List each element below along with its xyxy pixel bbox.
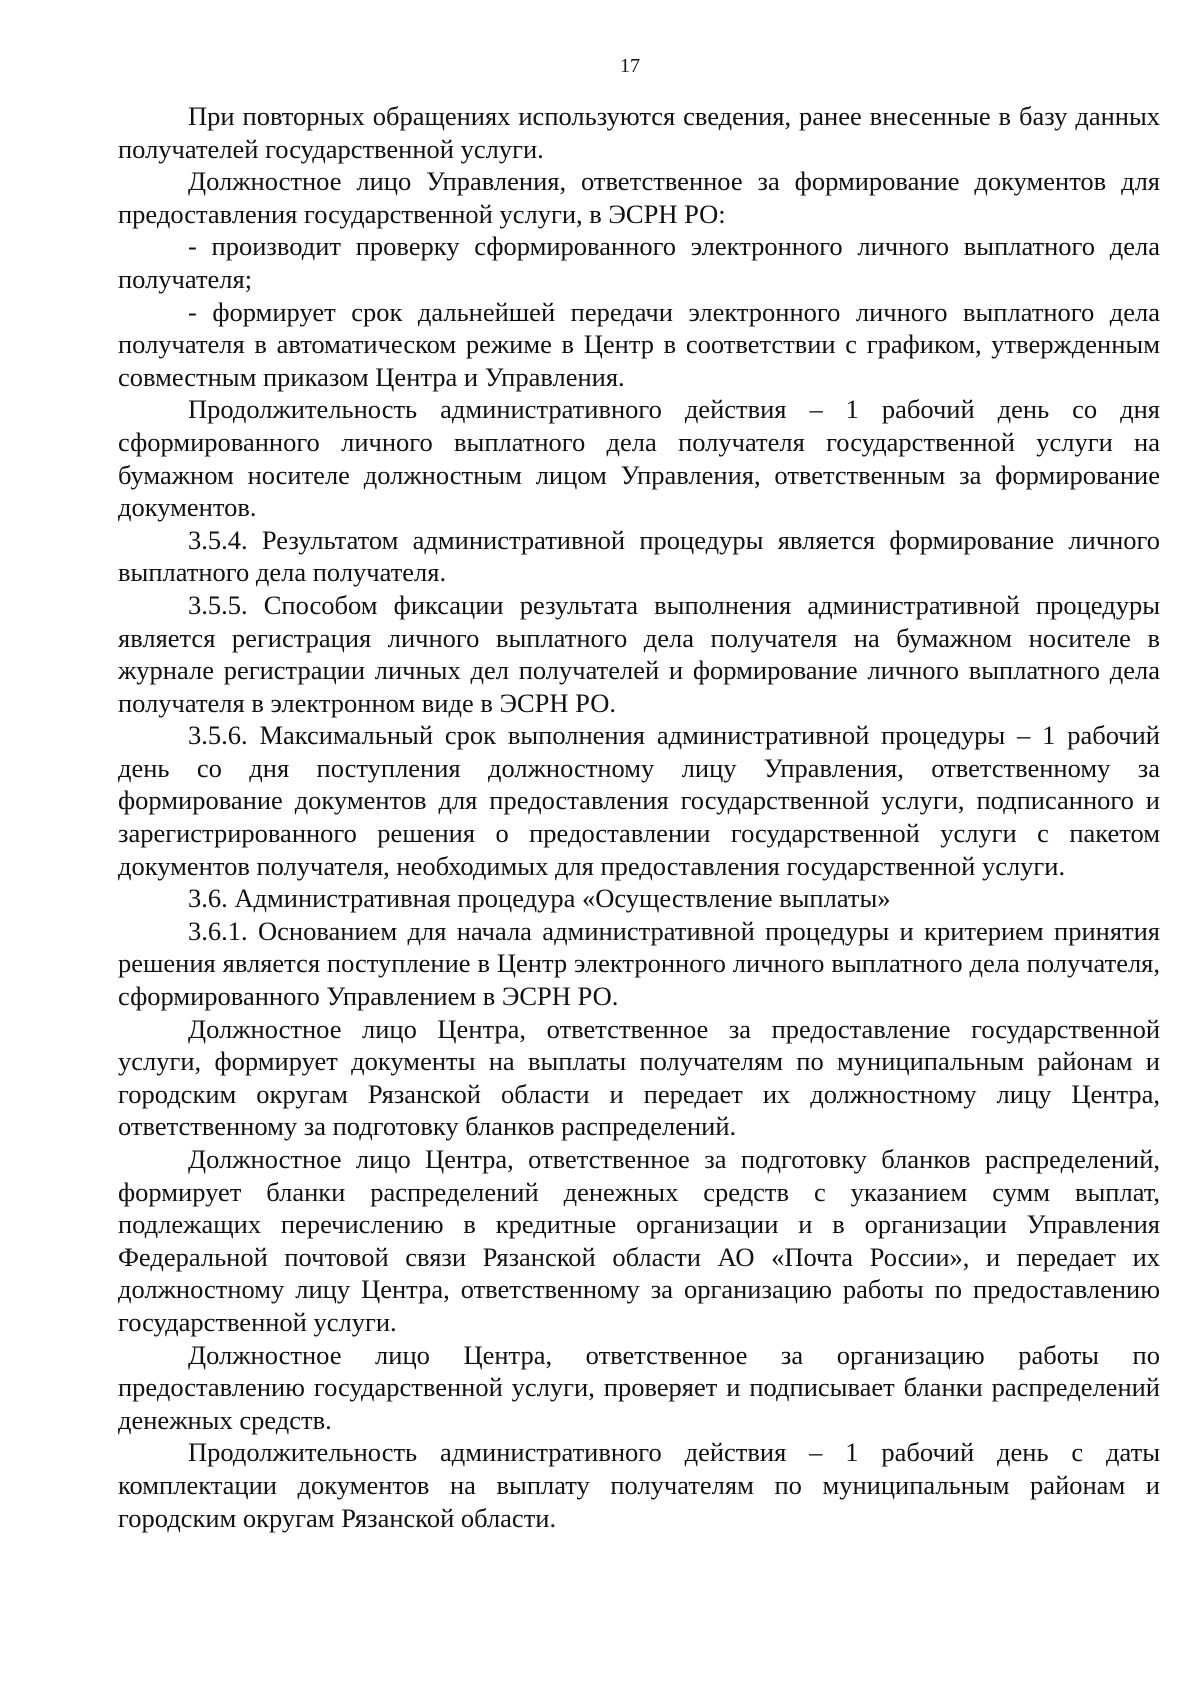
section-heading-3-6: 3.6. Административная процедура «Осуществление выплаты» <box>188 883 891 914</box>
page-number: 17 <box>620 55 640 77</box>
paragraph-check-file: - производит проверку сформированного электронного личного выплатного дела получателя; <box>118 231 1160 294</box>
paragraph-3-6-1: 3.6.1. Основанием для начала административной процедуры и критерием принятия решения является поступление в Центр электронного личного выплатного дела получателя, сформированного Управлением в ЭСРН РО. <box>118 915 1160 1012</box>
paragraph-repeat-requests: При повторных обращениях используются сведения, ранее внесенные в базу данных получателей государственной услуги. <box>118 101 1160 164</box>
paragraph-final-duration: Продолжительность административного действия – 1 рабочий день с даты комплектации документов на выплату получателям по муниципальным районам и городским округам Рязанской области. <box>118 1437 1160 1533</box>
paragraph-official-responsible: Должностное лицо Управления, ответственное за формирование документов для предоставления государственной услуги, в ЭСРН РО: <box>118 166 1160 229</box>
paragraph-distribution-forms: Должностное лицо Центра, ответственное за подготовку бланков распределений, формирует бланки распределений денежных средств с указанием сумм выплат, подлежащих перечислению в кредитные организации и в организации Управления Федеральной почтовой связи Рязанской области АО «Почта России», и передает их должностному лицу Центра, ответственному за организацию работы по предоставлению государственной услуги. <box>118 1144 1160 1337</box>
paragraph-3-5-5: 3.5.5. Способом фиксации результата выполнения административной процедуры является регистрация личного выплатного дела получателя на бумажном носителе в журнале регистрации личных дел получателей и формирование личного выплатного дела получателя в электронном виде в ЭСРН РО. <box>118 589 1160 718</box>
document-body <box>118 100 1160 1534</box>
paragraph-action-duration: Продолжительность административного действия – 1 рабочий день со дня сформированного личного выплатного дела получателя государственной услуги на бумажном носителе должностным лицом Управления, ответственным за формирование документов. <box>118 394 1160 523</box>
paragraph-3-5-4: 3.5.4. Результатом административной процедуры является формирование личного выплатного дела получателя. <box>118 524 1160 588</box>
paragraph-3-5-6: 3.5.6. Максимальный срок выполнения административной процедуры – 1 рабочий день со дня поступления должностному лицу Управления, ответственному за формирование документов для предоставления государственной услуги, подписанного и зарегистрированного решения о предоставлении государственной услуги с пакетом документов получателя, необходимых для предоставления государственной услуги. <box>118 720 1160 881</box>
paragraph-transfer-schedule: - формирует срок дальнейшей передачи электронного личного выплатного дела получателя в автоматическом режиме в Центр в соответствии с графиком, утвержденным совместным приказом Центра и Управления. <box>118 296 1160 392</box>
paragraph-signing-forms: Должностное лицо Центра, ответственное за организацию работы по предоставлению государственной услуги, проверяет и подписывает бланки распределений денежных средств. <box>118 1339 1160 1435</box>
paragraph-center-forms-documents: Должностное лицо Центра, ответственное за предоставление государственной услуги, формирует документы на выплаты получателям по муниципальным районам и городским округам Рязанской области и передает их должностному лицу Центра, ответственному за подготовку бланков распределений. <box>118 1013 1160 1142</box>
